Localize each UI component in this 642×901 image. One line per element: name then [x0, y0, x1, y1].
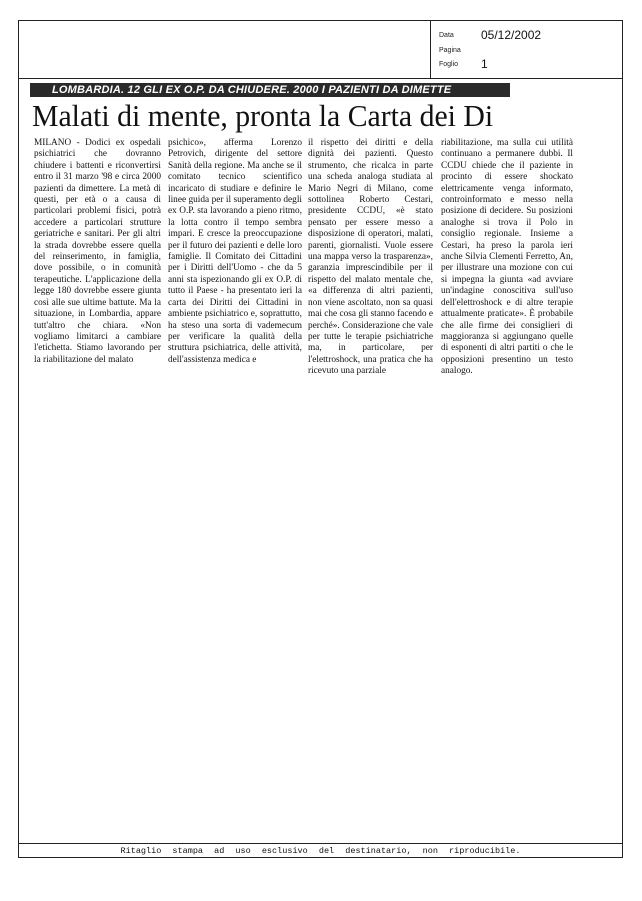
article-column-4	[441, 138, 573, 378]
foglio-value: 1	[481, 57, 488, 71]
column-text: il rispetto dei diritti e della dignità dei pazienti. Questo strumento, che ricalca in parte una scheda analoga studiata al Mario Negri di Milano, come sottolinea Roberto Cestari, presidente CCDU, «è stato pensato per essere messo a disposizione di operatori, malati, parenti, giornalisti. Vuole essere una mappa verso la trasparenza», garanzia imprescindibile per il rispetto del malato mentale che, «a differenza di altri pazienti, non viene ascoltato, non sa quasi mai che cosa gli stanno facendo e perché». Considerazione che vale per tutte le terapie psichiatriche ma, in particolare, per l'elettroshock, una pratica che ha ricevuto una parziale	[308, 138, 433, 377]
article-column-1	[34, 138, 161, 366]
metadata-box	[430, 20, 623, 78]
article-column-2	[168, 138, 302, 366]
column-text: MILANO - Dodici ex ospedali psichiatrici che dovranno chiudere i battenti e riconvertirsi entro il 31 marzo '98 e circa 2000 pazienti da dimettere. La metà di questi, per età o a causa di particolari problemi fisici, potrà accedere a particolari strutture geriatriche e sanitari. Per gli altri la strada dovrebbe essere quella del reinserimento, in famiglia, dove possibile, o in comunità terapeutiche. L'applicazione della legge 180 dovrebbe essere giunta così alle sue ultime battute. Ma la situazione, in Lombardia, appare tutt'altro che chiara. «Non vogliamo limitarci a cambiare l'etichetta. Stiamo lavorando per la riabilitazione del malato	[34, 138, 161, 365]
article-kicker-strip: LOMBARDIA. 12 GLI EX O.P. DA CHIUDERE. 2000 I PAZIENTI DA DIMETTE	[30, 83, 510, 97]
pagina-label: Pagina	[439, 47, 461, 54]
copyright-footer: Ritaglio stampa ad uso esclusivo del destinatario, non riproducibile.	[18, 843, 623, 858]
data-label: Data	[439, 32, 454, 39]
column-text: riabilitazione, ma sulla cui utilità continuano a permanere dubbi. Il CCDU chiede che il paziente in procinto di essere shockato elettricamente venga informato, controinformato e messo nella posizione di decidere. Su posizioni analoghe si trova il Polo in consiglio regionale. Insieme a Cestari, ha preso la parola ieri anche Silvia Clementi Ferretto, An, per illustrare una mozione con cui si impegna la giunta «ad avviare un'indagine conoscitiva sull'uso dell'elettroshock e di altre terapie attualmente praticate». È probabile che alle firme dei consiglieri di maggioranza si aggiungano quelle di esponenti di altri partiti o che le opposizioni presentino un testo analogo.	[441, 138, 573, 377]
article-headline: Malati di mente, pronta la Carta dei Di	[32, 98, 494, 133]
foglio-label: Foglio	[439, 61, 459, 68]
data-value: 05/12/2002	[481, 28, 542, 42]
column-text: psichico», afferma Lorenzo Petrovich, dirigente del settore Sanità della regione. Ma anche se il comitato tecnico scientifico incaricato di studiare e definire le linee guida per il superamento degli ex O.P. sta lavorando a pieno ritmo, la lotta contro il tempo sembra impari. E cresce la preoccupazione per il futuro dei pazienti e delle loro famiglie. Il Comitato dei Cittadini per i Diritti dell'Uomo - che da 5 anni sta ispezionando gli ex O.P. di tutto il Paese - ha presentato ieri la carta dei Diritti dei Cittadini in ambiente psichiatrico e, soprattutto, ha steso una sorta di vademecum per verificare la qualità della struttura psichiatrica, delle attività, dell'assistenza medica e	[168, 138, 302, 365]
header-divider	[18, 78, 623, 79]
article-column-3	[308, 138, 433, 378]
